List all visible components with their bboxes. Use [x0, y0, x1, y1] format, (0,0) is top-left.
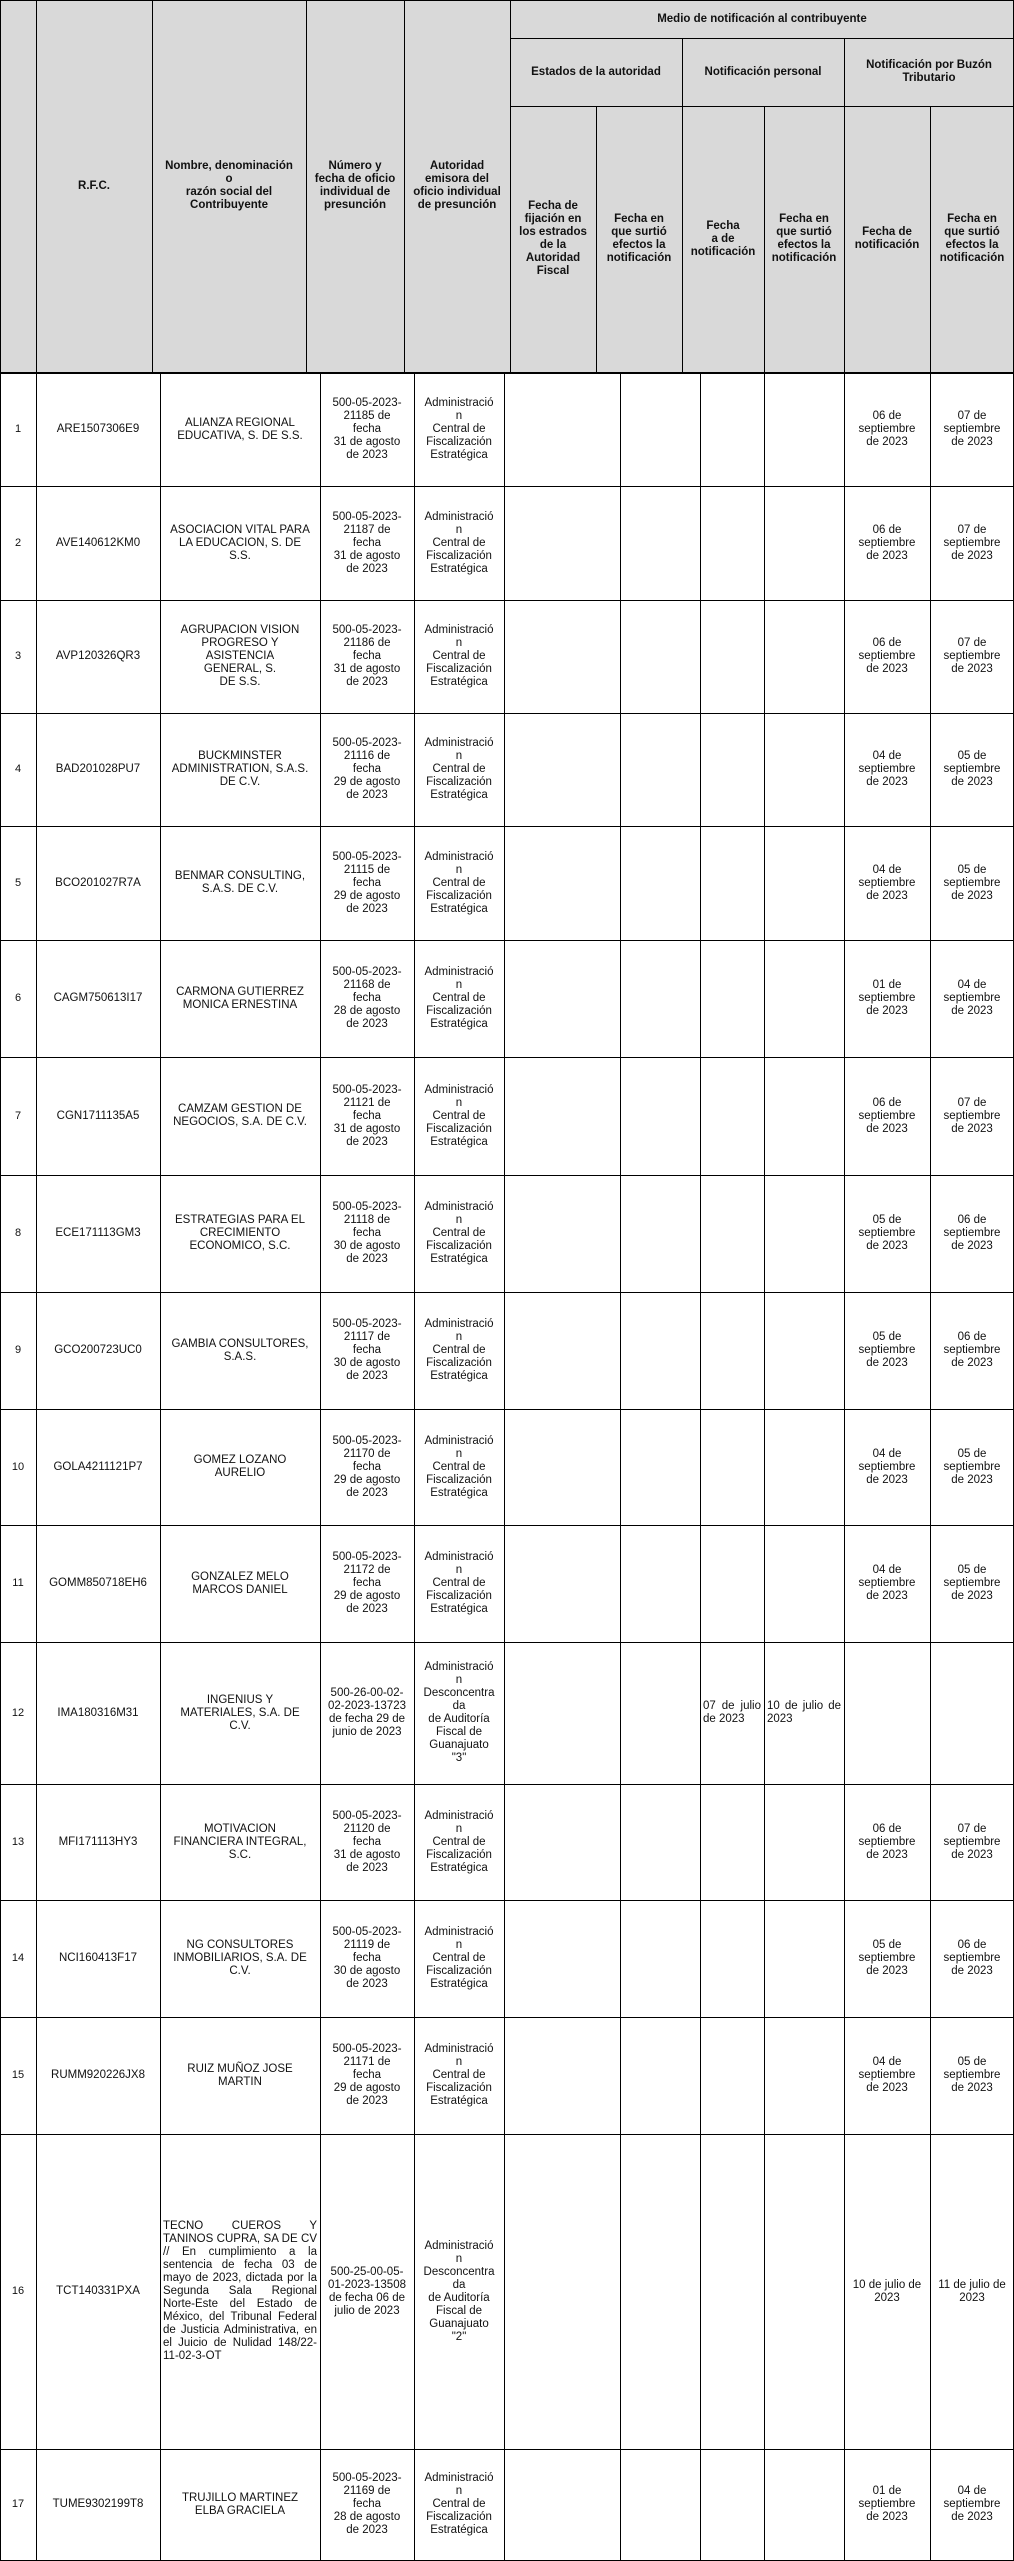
oficio-cell: 500-05-2023- 21121 de fecha 31 de agosto de 2023 — [332, 1083, 402, 1148]
grid-line — [0, 1525, 1014, 1526]
fecha-buzon-cell: 04 de septiembre de 2023 — [858, 863, 916, 902]
fecha-surtio-estrados-cell — [620, 373, 700, 486]
fecha-personal-cell — [700, 1175, 764, 1292]
autoridad-cell: Administració n Central de Fiscalización Estratégica — [424, 966, 494, 1030]
grid-line — [0, 1175, 1014, 1176]
fecha-surtio-personal-cell — [764, 940, 844, 1057]
fecha-surtio-buzon-cell — [930, 1642, 1014, 1784]
oficio-cell: 500-05-2023- 21185 de fecha 31 de agosto de 2023 — [332, 397, 402, 461]
grid-line — [0, 1057, 1014, 1058]
fecha-surtio-estrados-cell — [620, 600, 700, 713]
rfc-cell: IMA180316M31 — [57, 1706, 139, 1719]
fecha-surtio-estrados-cell — [620, 1525, 700, 1642]
fecha-fijacion-cell — [504, 600, 620, 713]
grid-line — [620, 373, 621, 2560]
row-number: 13 — [11, 1835, 25, 1848]
row-number: 15 — [11, 2069, 25, 2081]
fecha-surtio-personal-cell — [764, 713, 844, 826]
fecha-surtio-personal-cell — [764, 1900, 844, 2017]
rfc-cell: CAGM750613I17 — [53, 992, 143, 1004]
row-number: 17 — [11, 2498, 25, 2510]
fecha-personal-cell — [700, 2017, 764, 2134]
fecha-surtio-buzon-cell: 07 de septiembre de 2023 — [943, 637, 1001, 675]
fecha-personal-cell — [700, 2134, 764, 2449]
grid-line — [0, 600, 1014, 601]
oficio-cell: 500-05-2023- 21170 de fecha 29 de agosto de 2023 — [332, 1434, 402, 1499]
fecha-surtio-buzon-cell: 11 de julio de 2023 — [938, 2278, 1006, 2304]
fecha-surtio-buzon-cell: 07 de septiembre de 2023 — [943, 523, 1001, 562]
header-fecha-surtio-personal: Fecha en que surtió efectos la notificación — [764, 106, 844, 372]
nombre-cell: BENMAR CONSULTING, S.A.S. DE C.V. — [174, 870, 306, 895]
autoridad-cell: Administració n Central de Fiscalización Estratégica — [424, 2472, 494, 2536]
fecha-surtio-personal-cell — [764, 1409, 844, 1525]
fecha-buzon-cell: 06 de septiembre de 2023 — [858, 1096, 916, 1135]
fecha-surtio-buzon-cell: 07 de septiembre de 2023 — [943, 1822, 1001, 1861]
nombre-cell: MOTIVACION FINANCIERA INTEGRAL, S.C. — [173, 1822, 307, 1861]
nombre-cell: ALIANZA REGIONAL EDUCATIVA, S. DE S.S. — [177, 416, 303, 442]
fecha-buzon-cell: 06 de septiembre de 2023 — [858, 410, 916, 448]
fecha-buzon-cell: 06 de septiembre de 2023 — [858, 637, 916, 675]
fecha-surtio-personal-cell — [764, 486, 844, 600]
fecha-surtio-personal-cell: 10 de julio de 2023 — [767, 1700, 841, 1725]
fecha-fijacion-cell — [504, 1175, 620, 1292]
autoridad-cell: Administració n Central de Fiscalización Estratégica — [424, 397, 494, 461]
fecha-fijacion-cell — [504, 1525, 620, 1642]
fecha-surtio-estrados-cell — [620, 1900, 700, 2017]
fecha-buzon-cell: 04 de septiembre de 2023 — [858, 1564, 916, 1602]
fecha-surtio-buzon-cell: 06 de septiembre de 2023 — [943, 1939, 1001, 1977]
header-fecha-surtio-estrados: Fecha en que surtió efectos la notificación — [596, 106, 682, 372]
oficio-cell: 500-05-2023- 21169 de fecha 28 de agosto de 2023 — [332, 2472, 402, 2536]
grid-line — [930, 373, 931, 2560]
grid-line — [0, 2017, 1014, 2018]
oficio-cell: 500-25-00-05- 01-2023-13508 de fecha 06 de julio de 2023 — [327, 2265, 406, 2317]
row-number: 12 — [11, 1706, 25, 1719]
fecha-surtio-personal-cell — [764, 1525, 844, 1642]
fecha-buzon-cell: 01 de septiembre de 2023 — [858, 979, 916, 1017]
grid-line — [0, 1409, 1014, 1410]
grid-line — [0, 373, 1, 2560]
header-autoridad: Autoridad emisora del oficio individual de presunción — [404, 0, 510, 372]
rfc-cell: TUME9302199T8 — [52, 2498, 144, 2510]
fecha-buzon-cell: 04 de septiembre de 2023 — [858, 1447, 916, 1486]
rfc-cell: GOMM850718EH6 — [49, 1577, 147, 1589]
oficio-cell: 500-05-2023- 21117 de fecha 30 de agosto de 2023 — [332, 1318, 402, 1382]
grid-line — [0, 1642, 1014, 1643]
nombre-cell: GAMBIA CONSULTORES, S.A.S. — [171, 1337, 309, 1363]
fecha-personal-cell — [700, 486, 764, 600]
grid-line — [0, 713, 1014, 714]
fecha-personal-cell — [700, 373, 764, 486]
row-number: 5 — [14, 876, 22, 889]
fecha-fijacion-cell — [504, 940, 620, 1057]
fecha-fijacion-cell — [504, 1642, 620, 1784]
rfc-cell: CGN1711135A5 — [56, 1109, 140, 1122]
fecha-surtio-personal-cell — [764, 373, 844, 486]
rfc-cell: AVP120326QR3 — [55, 650, 141, 662]
grid-line — [0, 0, 1014, 1]
header-buzon-tributario: Notificación por Buzón Tributario — [844, 38, 1014, 106]
fecha-fijacion-cell — [504, 1409, 620, 1525]
fecha-personal-cell — [700, 600, 764, 713]
rfc-cell: MFI171113HY3 — [58, 1835, 138, 1848]
row-number: 6 — [14, 992, 22, 1004]
fecha-surtio-buzon-cell: 05 de septiembre de 2023 — [943, 1564, 1001, 1602]
grid-line — [0, 373, 1014, 374]
fecha-buzon-cell: 01 de septiembre de 2023 — [858, 2485, 916, 2523]
row-number: 14 — [11, 1952, 25, 1964]
grid-line — [306, 0, 307, 372]
autoridad-cell: Administració n Central de Fiscalización Estratégica — [424, 737, 494, 801]
rfc-cell: GCO200723UC0 — [54, 1344, 142, 1356]
fecha-buzon-cell: 05 de septiembre de 2023 — [858, 1939, 916, 1977]
fecha-surtio-estrados-cell — [620, 1175, 700, 1292]
fecha-surtio-estrados-cell — [620, 2449, 700, 2560]
rfc-cell: NCI160413F17 — [59, 1952, 137, 1964]
fecha-buzon-cell: 10 de julio de 2023 — [852, 2278, 922, 2304]
grid-line — [700, 373, 701, 2560]
header-fecha-personal: Fecha a de notificación — [682, 106, 764, 372]
grid-line — [0, 1784, 1014, 1785]
grid-line — [404, 0, 405, 372]
nombre-cell: GONZALEZ MELO MARCOS DANIEL — [191, 1570, 289, 1596]
header-estrados: Estados de la autoridad — [510, 38, 682, 106]
row-number: 11 — [12, 1577, 24, 1589]
row-number: 3 — [14, 650, 22, 662]
autoridad-cell: Administració n Desconcentra da de Auditoría Fiscal de Guanajuato "2" — [423, 2239, 495, 2343]
grid-line — [152, 0, 153, 372]
autoridad-cell: Administració n Central de Fiscalización Estratégica — [424, 510, 494, 575]
rfc-cell: ECE171113GM3 — [55, 1227, 141, 1239]
autoridad-cell: Administració n Central de Fiscalización Estratégica — [424, 624, 494, 688]
fecha-surtio-estrados-cell — [620, 2134, 700, 2449]
fecha-surtio-estrados-cell — [620, 940, 700, 1057]
row-number: 4 — [14, 763, 22, 775]
rfc-cell: TCT140331PXA — [56, 2285, 140, 2297]
fecha-surtio-buzon-cell: 07 de septiembre de 2023 — [943, 410, 1001, 448]
oficio-cell: 500-05-2023- 21119 de fecha 30 de agosto de 2023 — [332, 1926, 402, 1990]
fecha-surtio-estrados-cell — [620, 1642, 700, 1784]
header-nombre: Nombre, denominación o razón social del Contribuyente — [152, 0, 306, 372]
fecha-personal-cell: 07 de julio de 2023 — [703, 1700, 761, 1725]
fecha-buzon-cell: 06 de septiembre de 2023 — [858, 1822, 916, 1861]
autoridad-cell: Administració n Central de Fiscalización Estratégica — [424, 1083, 494, 1148]
oficio-cell: 500-05-2023- 21186 de fecha 31 de agosto de 2023 — [332, 624, 402, 688]
grid-line — [160, 373, 161, 2560]
header-fecha-buzon: Fecha de notificación — [844, 106, 930, 372]
fecha-personal-cell — [700, 1525, 764, 1642]
header-rfc: R.F.C. — [36, 0, 152, 372]
fecha-surtio-estrados-cell — [620, 1409, 700, 1525]
fecha-surtio-personal-cell — [764, 1784, 844, 1900]
grid-line — [764, 373, 765, 2560]
header-fecha-surtio-buzon: Fecha en que surtió efectos la notificación — [930, 106, 1014, 372]
fecha-surtio-buzon-cell: 05 de septiembre de 2023 — [943, 863, 1001, 902]
grid-line — [0, 486, 1014, 487]
fecha-fijacion-cell — [504, 373, 620, 486]
oficio-cell: 500-05-2023- 21171 de fecha 29 de agosto de 2023 — [332, 2043, 402, 2107]
fecha-personal-cell — [700, 1900, 764, 2017]
header-medio-notificacion: Medio de notificación al contribuyente — [510, 0, 1014, 38]
header-notificacion-personal: Notificación personal — [682, 38, 844, 106]
grid-line — [0, 940, 1014, 941]
fecha-buzon-cell: 06 de septiembre de 2023 — [858, 523, 916, 562]
autoridad-cell: Administració n Central de Fiscalización Estratégica — [424, 2043, 494, 2107]
fecha-fijacion-cell — [504, 2134, 620, 2449]
grid-line — [36, 0, 37, 372]
nombre-cell: INGENIUS Y MATERIALES, S.A. DE C.V. — [180, 1693, 300, 1732]
nombre-cell: CAMZAM GESTION DE NEGOCIOS, S.A. DE C.V. — [173, 1103, 307, 1128]
nombre-cell: CARMONA GUTIERREZ MONICA ERNESTINA — [176, 985, 304, 1011]
autoridad-cell: Administració n Central de Fiscalización Estratégica — [424, 850, 494, 915]
fecha-fijacion-cell — [504, 1057, 620, 1175]
nombre-cell: ASOCIACION VITAL PARA LA EDUCACION, S. DE S.S. — [170, 523, 310, 562]
row-number: 7 — [14, 1109, 22, 1122]
fecha-personal-cell — [700, 826, 764, 940]
fecha-surtio-personal-cell — [764, 2017, 844, 2134]
row-number: 8 — [14, 1227, 22, 1239]
fecha-surtio-personal-cell — [764, 1175, 844, 1292]
oficio-cell: 500-05-2023- 21116 de fecha 29 de agosto de 2023 — [332, 737, 402, 801]
fecha-fijacion-cell — [504, 1900, 620, 2017]
fecha-fijacion-cell — [504, 826, 620, 940]
grid-line — [320, 373, 321, 2560]
nombre-cell: ESTRATEGIAS PARA EL CRECIMIENTO ECONOMICO, S.C. — [175, 1214, 305, 1252]
row-number: 10 — [11, 1460, 25, 1473]
fecha-surtio-estrados-cell — [620, 713, 700, 826]
fecha-surtio-buzon-cell: 05 de septiembre de 2023 — [943, 750, 1001, 788]
fecha-personal-cell — [700, 1057, 764, 1175]
nombre-cell: TECNO CUEROS Y TANINOS CUPRA, SA DE CV // En cumplimiento a la sentencia de fecha 03 de mayo de 2023, dictada por la Segunda Sala Regional Norte-Este del Estado de México, del Tribunal Federal de Justicia Administrativa, en el Juicio de Nulidad 148/22-11-02-3-OT — [163, 2220, 317, 2362]
grid-line — [0, 2449, 1014, 2450]
grid-line — [0, 826, 1014, 827]
fecha-surtio-personal-cell — [764, 2134, 844, 2449]
fecha-surtio-personal-cell — [764, 1292, 844, 1409]
nombre-cell: BUCKMINSTER ADMINISTRATION, S.A.S. DE C.V. — [171, 750, 309, 788]
fecha-surtio-buzon-cell: 06 de septiembre de 2023 — [943, 1331, 1001, 1369]
rfc-cell: RUMM920226JX8 — [51, 2069, 145, 2081]
oficio-cell: 500-05-2023- 21172 de fecha 29 de agosto de 2023 — [332, 1551, 402, 1615]
fecha-buzon-cell — [844, 1642, 930, 1784]
fecha-fijacion-cell — [504, 2449, 620, 2560]
header-fecha-fijacion: Fecha de fijación en los estrados de la Autoridad Fiscal — [510, 106, 596, 372]
fecha-surtio-estrados-cell — [620, 486, 700, 600]
fecha-surtio-personal-cell — [764, 826, 844, 940]
fecha-personal-cell — [700, 1784, 764, 1900]
fecha-surtio-personal-cell — [764, 2449, 844, 2560]
autoridad-cell: Administració n Central de Fiscalización Estratégica — [424, 1551, 494, 1615]
fecha-personal-cell — [700, 1409, 764, 1525]
fecha-surtio-estrados-cell — [620, 1057, 700, 1175]
grid-line — [510, 0, 511, 372]
nombre-cell: RUIZ MUÑOZ JOSE MARTIN — [187, 2062, 293, 2088]
grid-line — [510, 106, 1014, 107]
grid-line — [0, 2134, 1014, 2135]
fecha-fijacion-cell — [504, 713, 620, 826]
fecha-fijacion-cell — [504, 1292, 620, 1409]
rfc-cell: GOLA4211121P7 — [53, 1460, 143, 1473]
fecha-surtio-buzon-cell: 06 de septiembre de 2023 — [943, 1214, 1001, 1252]
fecha-surtio-buzon-cell: 05 de septiembre de 2023 — [943, 2056, 1001, 2094]
fecha-buzon-cell: 04 de septiembre de 2023 — [858, 750, 916, 788]
fecha-surtio-estrados-cell — [620, 1292, 700, 1409]
row-number: 1 — [14, 423, 22, 435]
grid-line — [764, 106, 765, 372]
grid-line — [510, 38, 1014, 39]
oficio-cell: 500-26-00-02- 02-2023-13723 de fecha 29 de junio de 2023 — [327, 1687, 406, 1738]
fecha-fijacion-cell — [504, 486, 620, 600]
grid-line — [0, 0, 1, 372]
rfc-cell: BAD201028PU7 — [55, 763, 141, 775]
nombre-cell: NG CONSULTORES INMOBILIARIOS, S.A. DE C.V. — [173, 1939, 307, 1977]
fecha-surtio-personal-cell — [764, 1057, 844, 1175]
autoridad-cell: Administració n Central de Fiscalización Estratégica — [424, 1926, 494, 1990]
fecha-surtio-personal-cell — [764, 600, 844, 713]
oficio-cell: 500-05-2023- 21187 de fecha 31 de agosto de 2023 — [332, 510, 402, 575]
grid-line — [844, 38, 845, 372]
grid-line — [596, 106, 597, 372]
fecha-surtio-buzon-cell: 07 de septiembre de 2023 — [943, 1096, 1001, 1135]
fecha-buzon-cell: 05 de septiembre de 2023 — [858, 1214, 916, 1252]
nombre-cell: AGRUPACION VISION PROGRESO Y ASISTENCIA GENERAL, S. DE S.S. — [180, 624, 300, 688]
fecha-fijacion-cell — [504, 1784, 620, 1900]
fecha-fijacion-cell — [504, 2017, 620, 2134]
fecha-surtio-buzon-cell: 05 de septiembre de 2023 — [943, 1447, 1001, 1486]
row-number: 2 — [14, 536, 22, 549]
autoridad-cell: Administració n Central de Fiscalización Estratégica — [424, 1434, 494, 1499]
oficio-cell: 500-05-2023- 21118 de fecha 30 de agosto de 2023 — [332, 1201, 402, 1265]
fecha-surtio-estrados-cell — [620, 1784, 700, 1900]
rfc-cell: ARE1507306E9 — [56, 423, 140, 435]
grid-line — [36, 373, 37, 2560]
fecha-surtio-buzon-cell: 04 de septiembre de 2023 — [943, 979, 1001, 1017]
grid-line — [414, 373, 415, 2560]
grid-line — [0, 1900, 1014, 1901]
fecha-surtio-estrados-cell — [620, 2017, 700, 2134]
oficio-cell: 500-05-2023- 21120 de fecha 31 de agosto de 2023 — [332, 1809, 402, 1874]
grid-line — [930, 106, 931, 372]
grid-line — [844, 373, 845, 2560]
row-number: 16 — [11, 2285, 25, 2297]
fecha-personal-cell — [700, 2449, 764, 2560]
fecha-personal-cell — [700, 1292, 764, 1409]
fecha-personal-cell — [700, 940, 764, 1057]
oficio-cell: 500-05-2023- 21168 de fecha 28 de agosto de 2023 — [332, 966, 402, 1030]
nombre-cell: GOMEZ LOZANO AURELIO — [193, 1454, 287, 1479]
fecha-buzon-cell: 05 de septiembre de 2023 — [858, 1331, 916, 1369]
fecha-surtio-estrados-cell — [620, 826, 700, 940]
autoridad-cell: Administració n Central de Fiscalización Estratégica — [424, 1318, 494, 1382]
header-numero-oficio: Número y fecha de oficio individual de presunción — [306, 0, 404, 372]
row-number: 9 — [14, 1344, 22, 1356]
header-num-blank — [0, 0, 36, 372]
autoridad-cell: Administració n Desconcentra da de Auditoría Fiscal de Guanajuato "3" — [423, 1661, 495, 1764]
autoridad-cell: Administració n Central de Fiscalización Estratégica — [424, 1201, 494, 1265]
rfc-cell: AVE140612KM0 — [55, 536, 141, 549]
autoridad-cell: Administració n Central de Fiscalización Estratégica — [424, 1809, 494, 1874]
grid-line — [504, 373, 505, 2560]
fecha-buzon-cell: 04 de septiembre de 2023 — [858, 2056, 916, 2094]
oficio-cell: 500-05-2023- 21115 de fecha 29 de agosto de 2023 — [332, 850, 402, 915]
rfc-cell: BCO201027R7A — [55, 876, 141, 889]
fecha-surtio-buzon-cell: 04 de septiembre de 2023 — [943, 2485, 1001, 2523]
grid-line — [0, 1292, 1014, 1293]
nombre-cell: TRUJILLO MARTINEZ ELBA GRACIELA — [181, 2491, 299, 2517]
fecha-personal-cell — [700, 713, 764, 826]
grid-line — [682, 38, 683, 372]
